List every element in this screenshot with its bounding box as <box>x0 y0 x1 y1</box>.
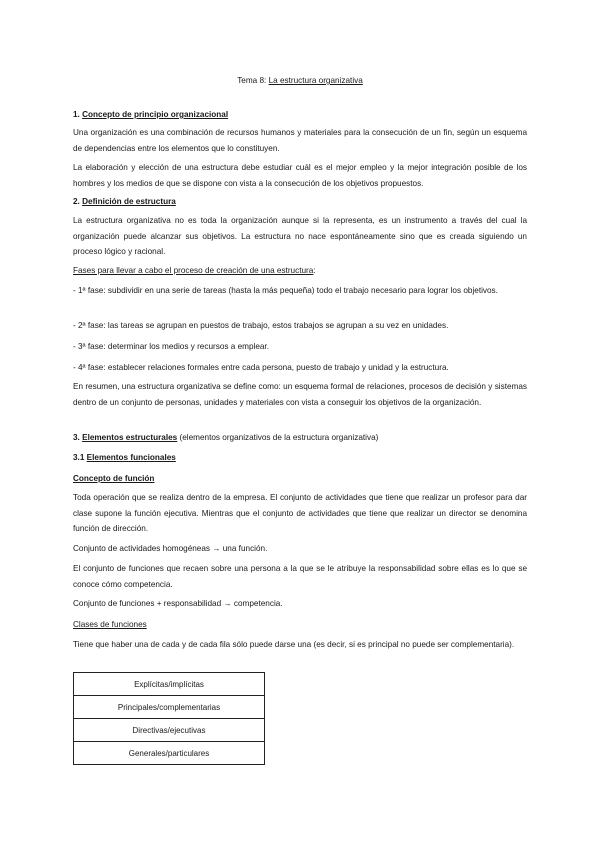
document-title-main: La estructura organizativa <box>268 76 363 85</box>
fase-item-3: - 3ª fase: determinar los medios y recursos a emplear. <box>73 342 269 351</box>
fase-item-4: - 4ª fase: establecer relaciones formales entre cada persona, puesto de trabajo y unidad y la estructura. <box>73 363 449 372</box>
table-row <box>74 696 265 719</box>
fase-item-1: - 1ª fase: subdividir en una serie de tareas (hasta la más pequeña) todo el trabajo necesario para lograr los objetivos. <box>73 286 498 295</box>
section-3-heading: 3. Elementos estructurales (elementos organizativos de la estructura organizativa) <box>73 433 379 442</box>
fase-item-2: - 2ª fase: las tareas se agrupan en puestos de trabajo, estos trabajos se agrupan a su vez en unidades. <box>73 321 449 330</box>
paragraph-organizacion: Una organización es una combinación de recursos humanos y materiales para la consecución de un fin, según un esquema de dependencias entre los elementos que lo constituyen. <box>73 128 527 153</box>
table-cell: Explícitas/implícitas <box>74 673 265 696</box>
document-title: Tema 8: La estructura organizativa <box>237 76 363 85</box>
clases-funciones-table <box>73 672 265 765</box>
section-2-heading: 2. Definición de estructura <box>73 197 176 206</box>
paragraph-actividades-funcion: Conjunto de actividades homogéneas → una función. <box>73 544 268 553</box>
section-3-1-heading: 3.1 Elementos funcionales <box>73 453 176 462</box>
paragraph-elaboracion: La elaboración y elección de una estructura debe estudiar cuál es el mejor empleo y la mejor integración posible de los hombres y los medios de que se dispone con vista a la consecución de los objetivos propuestos. <box>73 163 527 188</box>
paragraph-definicion: La estructura organizativa no es toda la organización aunque si la representa, es un instrumento a través del cual la organización puede alcanzar sus objetivos. La estructura no nace espontáneamente sino que es creada siguiendo un proceso lógico y racional. <box>73 216 527 257</box>
table-cell: Generales/particulares <box>74 742 265 765</box>
section-1-heading: 1. Concepto de principio organizacional <box>73 110 229 119</box>
table-row <box>74 719 265 742</box>
paragraph-competencia: El conjunto de funciones que recaen sobre una persona a la que se le atribuye la responsabilidad sobre ellas es lo que se conoce cómo competencia. <box>73 564 527 589</box>
concepto-funcion-heading: Concepto de función <box>73 474 155 483</box>
fases-heading: Fases para llevar a cabo el proceso de creación de una estructura: <box>73 266 316 275</box>
paragraph-funcion: Toda operación que se realiza dentro de la empresa. El conjunto de actividades que tiene que realizar un profesor para dar clase supone la función ejecutiva. Mientras que el conjunto de actividades que tiene que realizar un director se denomina función de dirección. <box>73 493 527 534</box>
clases-funciones-heading: Clases de funciones <box>73 620 147 629</box>
clases-funciones-intro: Tiene que haber una de cada y de cada fila sólo puede darse una (es decir, si es principal no puede ser complementaria). <box>73 640 515 649</box>
table-row <box>74 742 265 765</box>
paragraph-funciones-competencia: Conjunto de funciones + responsabilidad → competencia. <box>73 599 283 608</box>
table-cell: Principales/complementarias <box>74 696 265 719</box>
paragraph-resumen: En resumen, una estructura organizativa se define como: un esquema formal de relaciones, procesos de decisión y sistemas dentro de un conjunto de personas, unidades y materiales con vista a conseguir los objetivos de la organización. <box>73 382 527 407</box>
table-row <box>74 673 265 696</box>
table-cell: Directivas/ejecutivas <box>74 719 265 742</box>
